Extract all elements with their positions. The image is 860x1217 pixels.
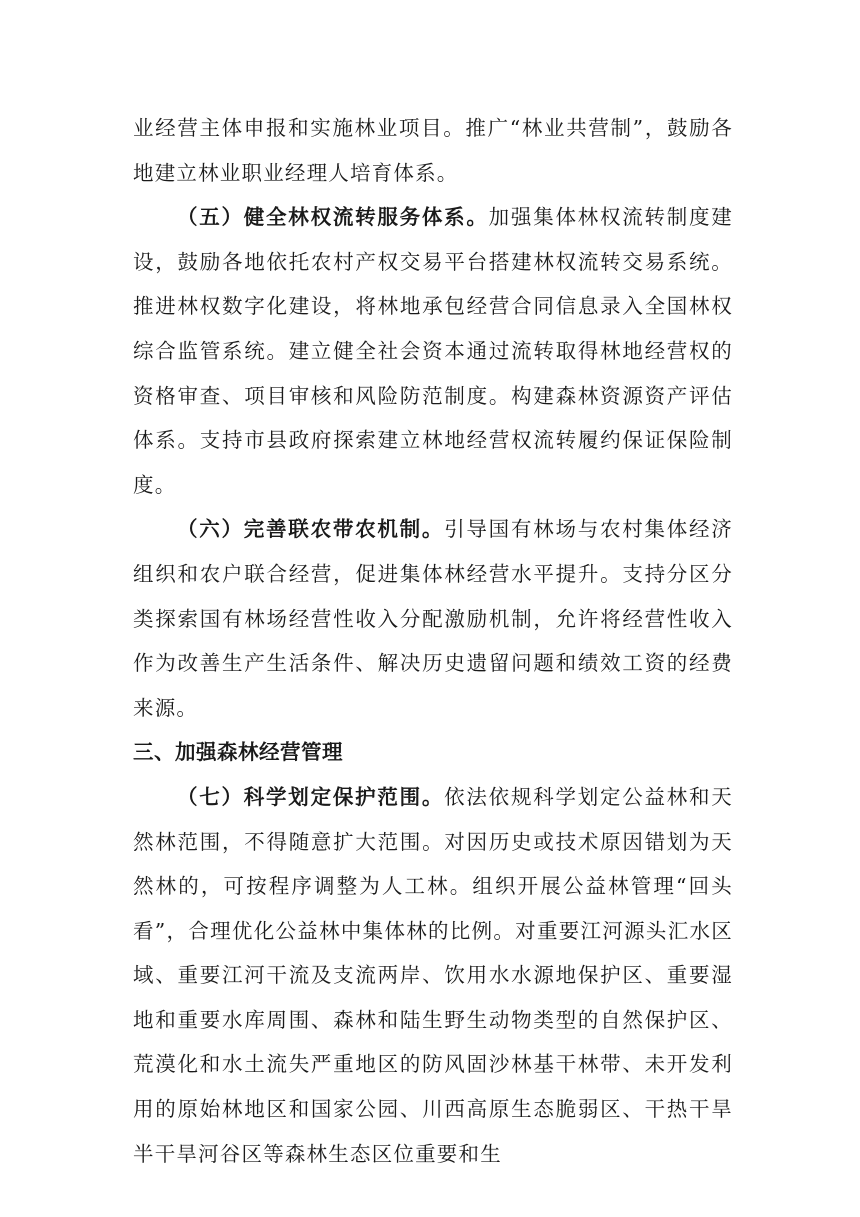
paragraph-6 bbox=[133, 507, 733, 730]
paragraph-body: 加强集体林权流转制度建设，鼓励各地依托农村产权交易平台搭建林权流转交易系统。推进林权数字化建设，将林地承包经营合同信息录入全国林权综合监管系统。建立健全社会资本通过流转取得林地经营权的资格审查、项目审核和风险防范制度。构建森林资源资产评估体系。支持市县政府探索建立林地经营权流转履约保证保险制度。 bbox=[133, 205, 733, 497]
paragraph-continuation bbox=[133, 106, 733, 195]
paragraph-body: 依法依规科学划定公益林和天然林范围，不得随意扩大范围。对因历史或技术原因错划为天然林的，可按程序调整为人工林。组织开展公益林管理“回头看”，合理优化公益林中集体林的比例。对重要江河源头汇水区域、重要江河干流及支流两岸、饮用水水源地保护区、重要湿地和重要水库周围、森林和陆生野生动物类型的自然保护区、荒漠化和水土流失严重地区的防风固沙林基干林带、未开发利用的原始林地区和国家公园、川西高原生态脆弱区、干热干旱半干旱河谷区等森林生态区位重要和生 bbox=[133, 784, 733, 1166]
paragraph-heading: （七）科学划定保护范围。 bbox=[177, 784, 445, 809]
paragraph-heading: （六）完善联农带农机制。 bbox=[177, 517, 445, 542]
paragraph-body: 引导国有林场与农村集体经济组织和农户联合经营，促进集体林经营水平提升。支持分区分类探索国有林场经营性收入分配激励机制，允许将经营性收入作为改善生产生活条件、解决历史遗留问题和绩效工资的经费来源。 bbox=[133, 517, 733, 720]
paragraph-body: 业经营主体申报和实施林业项目。推广“林业共营制”，鼓励各地建立林业职业经理人培育体系。 bbox=[133, 116, 733, 185]
section-heading: 三、加强森林经营管理 bbox=[133, 740, 343, 765]
paragraph-heading: （五）健全林权流转服务体系。 bbox=[177, 205, 489, 230]
paragraph-5 bbox=[133, 195, 733, 507]
document-page bbox=[133, 106, 733, 1176]
paragraph-7 bbox=[133, 775, 733, 1176]
